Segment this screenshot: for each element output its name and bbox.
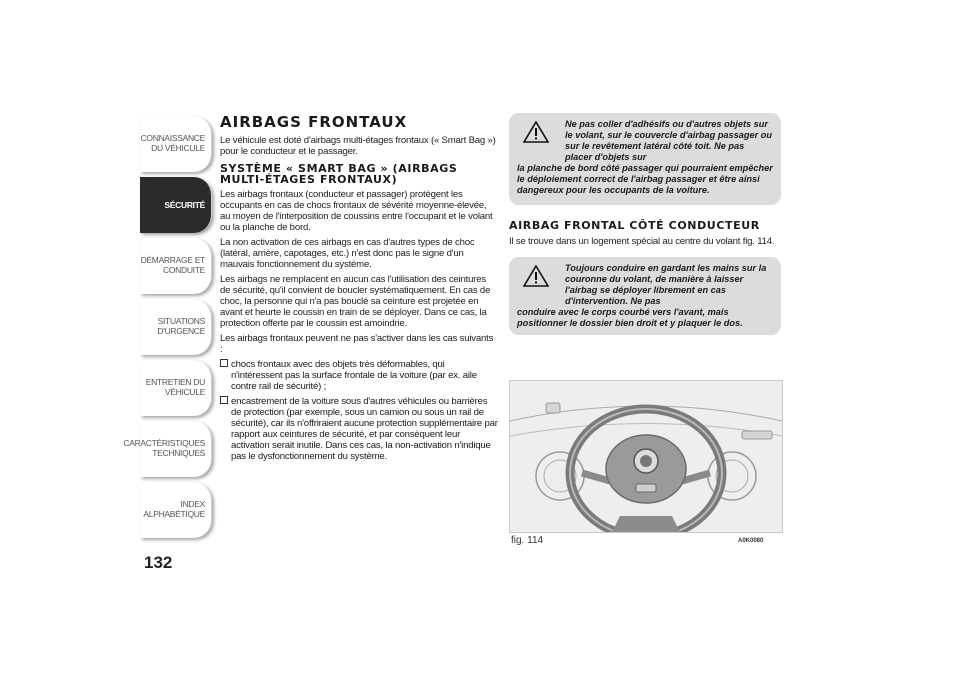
tab-demarrage-conduite[interactable] xyxy=(140,238,212,294)
paragraph: Les airbags frontaux peuvent ne pas s'activer dans les cas suivants : xyxy=(220,333,494,355)
warning-box xyxy=(509,257,781,335)
tab-label: SÉCURITÉ xyxy=(164,200,205,210)
checkbox-bullet-icon xyxy=(220,396,228,404)
figure-code: A0K0080 xyxy=(738,538,764,544)
intro-paragraph: Le véhicule est doté d'airbags multi-étages frontaux (« Smart Bag ») pour le conducteur et le passager. xyxy=(220,135,496,157)
tab-securite[interactable] xyxy=(140,177,212,233)
tab-label: SITUATIONS D'URGENCE xyxy=(157,316,205,336)
tab-label: CARACTÉRISTIQUES TECHNIQUES xyxy=(123,438,205,458)
list-item xyxy=(220,359,498,392)
subsection-title: SYSTÈME « SMART BAG » (AIRBAGS MULTI-ÉTAGES FRONTAUX) xyxy=(220,162,458,186)
tab-entretien-vehicule[interactable] xyxy=(140,360,212,416)
tab-label: INDEX ALPHABÉTIQUE xyxy=(143,499,205,519)
warning-text: Ne pas coller d'adhésifs ou d'autres objets sur le volant, sur le couvercle d'airbag passager ou sur le revêtement latéral côté toit. Ne pas placer d'objets sur xyxy=(565,119,772,162)
warning-text: la planche de bord côté passager qui pourraient empêcher le déploiement correct de l'airbag passager et être ainsi dangereux pour les occupants de la voiture. xyxy=(517,163,773,195)
list-item-text: encastrement de la voiture sous d'autres véhicules ou barrières de protection (par exemple, sous un camion ou sous un rail de sécurité), car ils n'offriraient aucune protection supplémentaire par rapport aux ceintures de sécurité, et par conséquent leur activation serait inutile. Dans ces cas, la non-activation n'indique pas le dysfonctionnement du système. xyxy=(231,396,498,462)
checkbox-bullet-icon xyxy=(220,359,228,367)
subsection-title: AIRBAG FRONTAL CÔTÉ CONDUCTEUR xyxy=(509,219,760,232)
left-column xyxy=(220,113,498,462)
warning-text: Toujours conduire en gardant les mains sur la couronne du volant, de manière à laisser l'airbag se déployer librement en cas d'intervention. Ne pas xyxy=(565,263,767,306)
page-number: 132 xyxy=(144,553,173,572)
tab-label: DÉMARRAGE ET CONDUITE xyxy=(140,255,205,275)
list-item-text: chocs frontaux avec des objets très déformables, qui n'intéressent pas la surface frontale de la voiture (par ex. aile contre rail de sécurité) ; xyxy=(231,359,477,392)
list-item xyxy=(220,396,498,462)
warning-triangle-icon xyxy=(523,121,549,143)
paragraph: Les airbags ne remplacent en aucun cas l'utilisation des ceintures de sécurité, qu'il convient de boucler systématiquement. En cas de choc, la personne qui n'a pas bouclé sa ceinture est projetée en avant et heurte le coussin en train de se déployer. Dans ce cas, la protection offerte par le coussin est amoindrie. xyxy=(220,274,491,329)
section-title: AIRBAGS FRONTAUX xyxy=(220,113,408,131)
steering-wheel-figure xyxy=(509,380,783,533)
tab-connaissance-vehicule[interactable] xyxy=(140,116,212,172)
paragraph: Il se trouve dans un logement spécial au centre du volant fig. 114. xyxy=(509,236,775,247)
warning-triangle-icon xyxy=(523,265,549,287)
tab-label: CONNAISSANCE DU VÉHICULE xyxy=(140,133,205,153)
chapter-sidebar xyxy=(123,116,212,543)
paragraph: Les airbags frontaux (conducteur et passager) protègent les occupants en cas de chocs frontaux de sévérité moyenne-élevée, au moyen de l'interposition de coussins entre l'occupant et le volant ou la planche de bord. xyxy=(220,189,493,233)
warning-text: conduire avec le corps courbé vers l'avant, mais positionner le dossier bien droit et y plaquer le dos. xyxy=(517,307,743,328)
steering-wheel-illustration xyxy=(510,381,782,532)
tab-situations-urgence[interactable] xyxy=(140,299,212,355)
warning-box xyxy=(509,113,781,205)
paragraph: La non activation de ces airbags en cas d'autres types de choc (latéral, arrière, capotages, etc.) n'est donc pas le signe d'un mauvais fonctionnement du système. xyxy=(220,237,475,270)
tab-caracteristiques-techniques[interactable] xyxy=(123,421,212,477)
tab-label: ENTRETIEN DU VÉHICULE xyxy=(145,377,205,397)
figure-caption: fig. 114 xyxy=(511,535,544,546)
tab-index-alphabetique[interactable] xyxy=(140,482,212,538)
right-column xyxy=(509,113,781,335)
